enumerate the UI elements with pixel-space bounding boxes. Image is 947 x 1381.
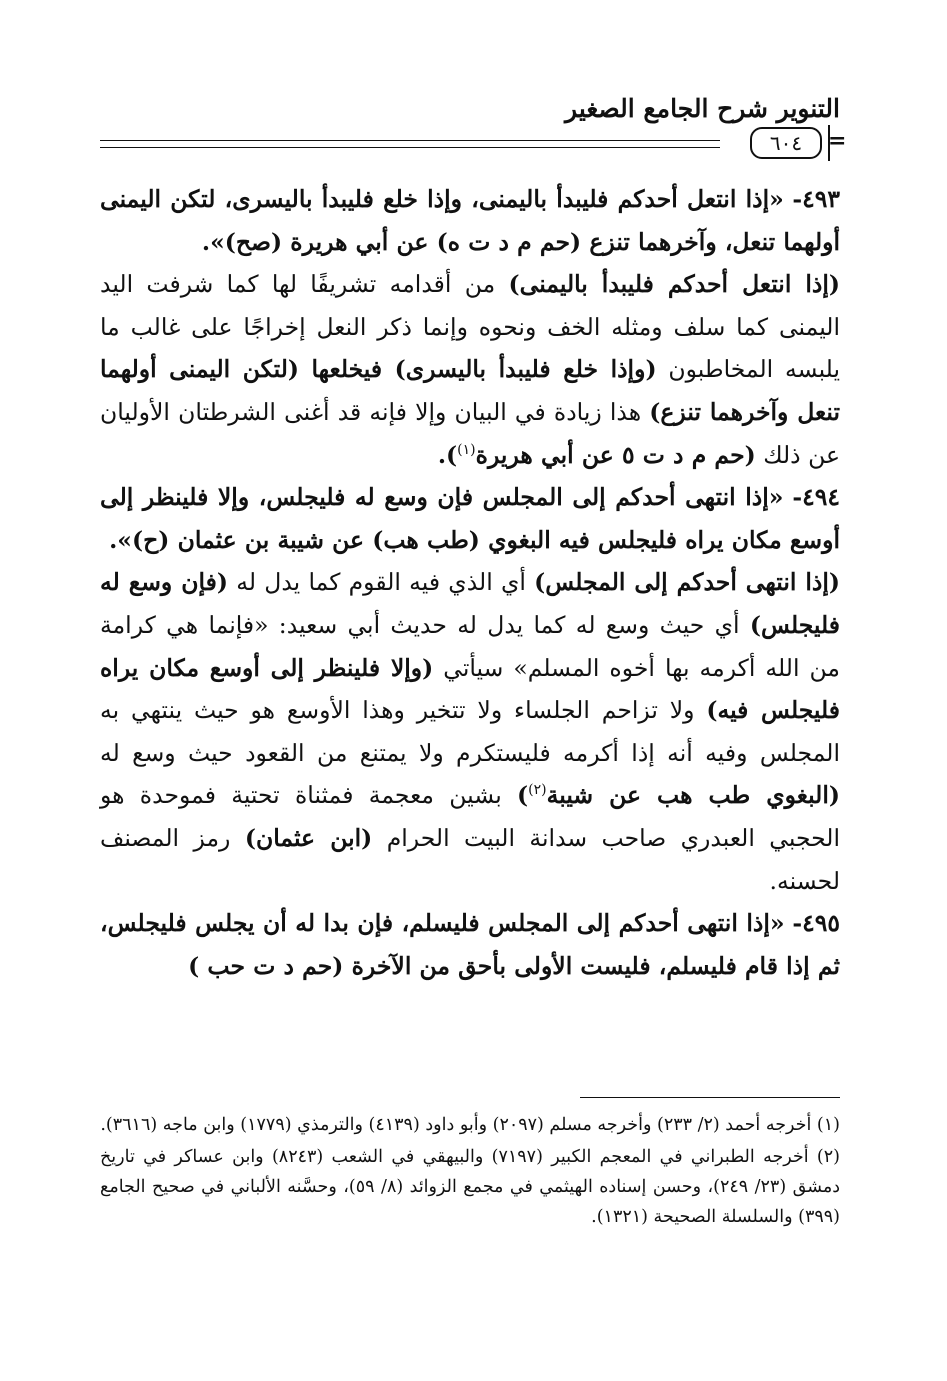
hadith-number: ٤٩٣- — [792, 185, 840, 213]
commentary-segment: (وإلا فلينظر إلى أوسع مكان يراه فليجلس فيه) — [100, 653, 840, 725]
commentary-segment: هذا زيادة في البيان وإلا فإنه قد أغنى الشرطتان الأوليان عن ذلك — [100, 397, 840, 469]
running-header-title: التنوير شرح الجامع الصغير — [565, 94, 840, 123]
page-number: ٦٠٤ — [750, 127, 822, 159]
header-rule-bottom — [100, 147, 720, 148]
commentary-segment: من أقدامه تشريفًا لها كما شرفت اليد اليمنى كما سلف ومثله الخف ونحوه وإنما ذكر النعل إخراجًا على غالب ما يلبسه المخاطبون — [100, 270, 840, 384]
commentary-segment: ). — [437, 440, 458, 469]
footnote: (١) أخرجه أحمد (٢/ ٢٣٣) وأخرجه مسلم (٢٠٩٧) وأبو داود (٤١٣٩) والترمذي (١٧٧٩) وابن ماجه (٣٦١٦). — [100, 1115, 840, 1135]
hadith-number: ٤٩٤- — [792, 483, 840, 512]
commentary-segment: (فإن وسع له فليجلس) — [100, 568, 840, 639]
commentary-segment: (حم م د ت ٥ عن أبي هريرة — [475, 440, 756, 469]
footnotes — [100, 1110, 840, 1234]
commentary-segment: رمز المصنف لحسنه. — [100, 823, 840, 895]
commentary-segment: أي حيث وسع له كما يدل له حديث أبي سعيد: «فإنما هي كرامة من الله أكرمه بها أخوه المسلم» سيأتي — [100, 610, 840, 682]
commentary-segment: أي الذي فيه القوم كما يدل له — [228, 568, 535, 597]
book-page — [100, 0, 847, 1381]
hadith-entry — [100, 476, 840, 561]
hadith-entry — [100, 902, 840, 987]
commentary-segment: (إذا انتعل أحدكم فليبدأ باليمنى) — [508, 270, 840, 299]
hadith-number: ٤٩٥- — [792, 909, 840, 938]
commentary — [100, 561, 840, 902]
commentary-segment: (البغوي طب هب عن شيبة — [546, 781, 840, 810]
commentary-segment: ) — [517, 781, 529, 810]
hadith-text: «إذا انتهى أحدكم إلى المجلس فليسلم، فإن بدا له أن يجلس فليجلس، ثم إذا قام فليسلم، فليست الأولى بأحق من الآخرة (حم د ت حب ) — [100, 909, 840, 980]
main-text — [100, 178, 840, 987]
header-rule-top — [100, 140, 720, 141]
commentary-segment: (وإذا خلع فليبدأ باليسرى) فيخلعها (لتكن اليمنى أولهما تنعل وآخرهما تنزع) — [100, 355, 840, 426]
commentary — [100, 263, 840, 476]
hadith-text: «إذا انتعل أحدكم فليبدأ باليمنى، وإذا خلع فليبدأ باليسرى، لتكن اليمنى أولهما تنعل، وآخرهما تنزع (حم م د ت ه) عن أبي هريرة (صح)». — [100, 185, 840, 256]
commentary-segment: (ابن عثمان) — [244, 823, 373, 852]
footnote: (٢) أخرجه الطبراني في المعجم الكبير (٧١٩٧) والبيهقي في الشعب (٨٢٤٣) وابن عساكر في تاريخ دمشق (٢٣/ ٢٤٩)، وحسن إسناده الهيثمي في مجمع الزوائد (٨/ ٥٩)، وحسَّنه الألباني في صحيح الجامع (٣٩٩) والسلسلة الصحيحة (١٣٢١). — [100, 1147, 841, 1227]
commentary-segment: بشين معجمة فمثناة تحتية فموحدة هو الحجبي العبدري صاحب سدانة البيت الحرام — [100, 781, 840, 852]
footnote-ref: (١) — [457, 441, 476, 458]
footnote-separator — [580, 1097, 840, 1098]
hadith-text: «إذا انتهى أحدكم إلى المجلس فإن وسع له فليجلس، وإلا فلينظر إلى أوسع مكان يراه فليجلس فيه البغوي (طب هب) عن شيبة بن عثمان (ح)». — [100, 483, 840, 554]
hadith-entry — [100, 178, 840, 263]
header-mark: = — [828, 128, 847, 154]
footnote-ref: (٢) — [528, 782, 547, 799]
commentary-segment: (إذا انتهى أحدكم إلى المجلس) — [534, 568, 840, 597]
commentary-segment: ولا تزاحم الجلساء ولا تتخير وهذا الأوسع هو حيث ينتهي به المجلس وفيه أنه إذا أكرمه فليستكرم ولا يمتنع من القعود حيث وسع له — [100, 696, 840, 767]
